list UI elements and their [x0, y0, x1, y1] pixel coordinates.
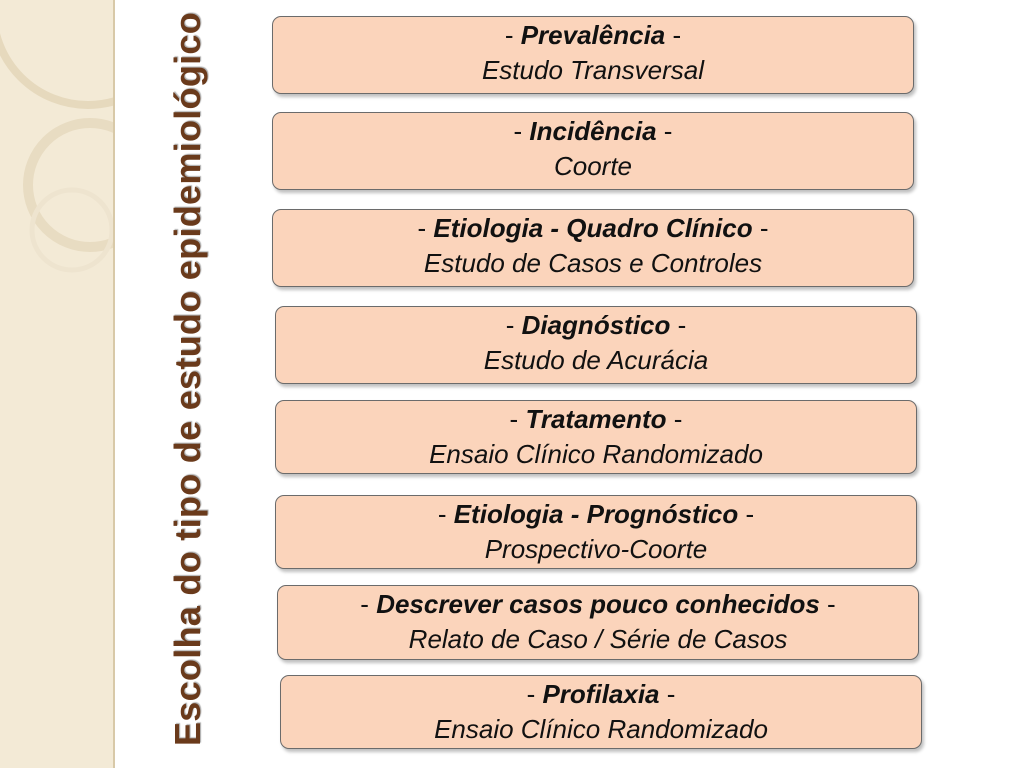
- slide-title-area: [160, 11, 216, 747]
- study-type: Prospectivo-Coorte: [484, 534, 708, 564]
- study-type: Estudo de Casos e Controles: [423, 248, 763, 278]
- study-type: Estudo Transversal: [481, 55, 705, 85]
- study-heading: Profilaxia: [542, 679, 660, 709]
- study-box-descrever-casos: - Descrever casos pouco conhecidos - Relato de Caso / Série de Casos: [277, 585, 919, 660]
- decorative-side-strip: [0, 0, 115, 768]
- study-box-prevalencia: - Prevalência - Estudo Transversal: [272, 16, 914, 94]
- study-type: Relato de Caso / Série de Casos: [408, 624, 788, 654]
- study-heading: Incidência: [529, 116, 657, 146]
- study-box-diagnostico: - Diagnóstico - Estudo de Acurácia: [275, 306, 917, 384]
- study-heading: Etiologia - Prognóstico: [453, 499, 739, 529]
- study-type: Coorte: [553, 151, 633, 181]
- study-type: Estudo de Acurácia: [483, 345, 709, 375]
- study-box-etiologia-prognostico: - Etiologia - Prognóstico - Prospectivo-Coorte: [275, 495, 917, 569]
- study-heading: Descrever casos pouco conhecidos: [376, 589, 820, 619]
- decorative-rings-icon: [0, 0, 113, 768]
- study-box-tratamento: - Tratamento - Ensaio Clínico Randomizado: [275, 400, 917, 474]
- study-box-etiologia-quadro-clinico: - Etiologia - Quadro Clínico - Estudo de Casos e Controles: [272, 209, 914, 287]
- study-heading: Tratamento: [525, 404, 667, 434]
- study-heading: Prevalência: [520, 20, 666, 50]
- slide-title: Escolha do tipo de estudo epidemiológico: [167, 11, 208, 747]
- study-type: Ensaio Clínico Randomizado: [434, 714, 768, 744]
- study-box-incidencia: - Incidência - Coorte: [272, 112, 914, 190]
- study-heading: Etiologia - Quadro Clínico: [433, 213, 753, 243]
- study-heading: Diagnóstico: [521, 310, 671, 340]
- study-box-profilaxia: - Profilaxia - Ensaio Clínico Randomizado: [280, 675, 922, 749]
- study-type: Ensaio Clínico Randomizado: [429, 439, 763, 469]
